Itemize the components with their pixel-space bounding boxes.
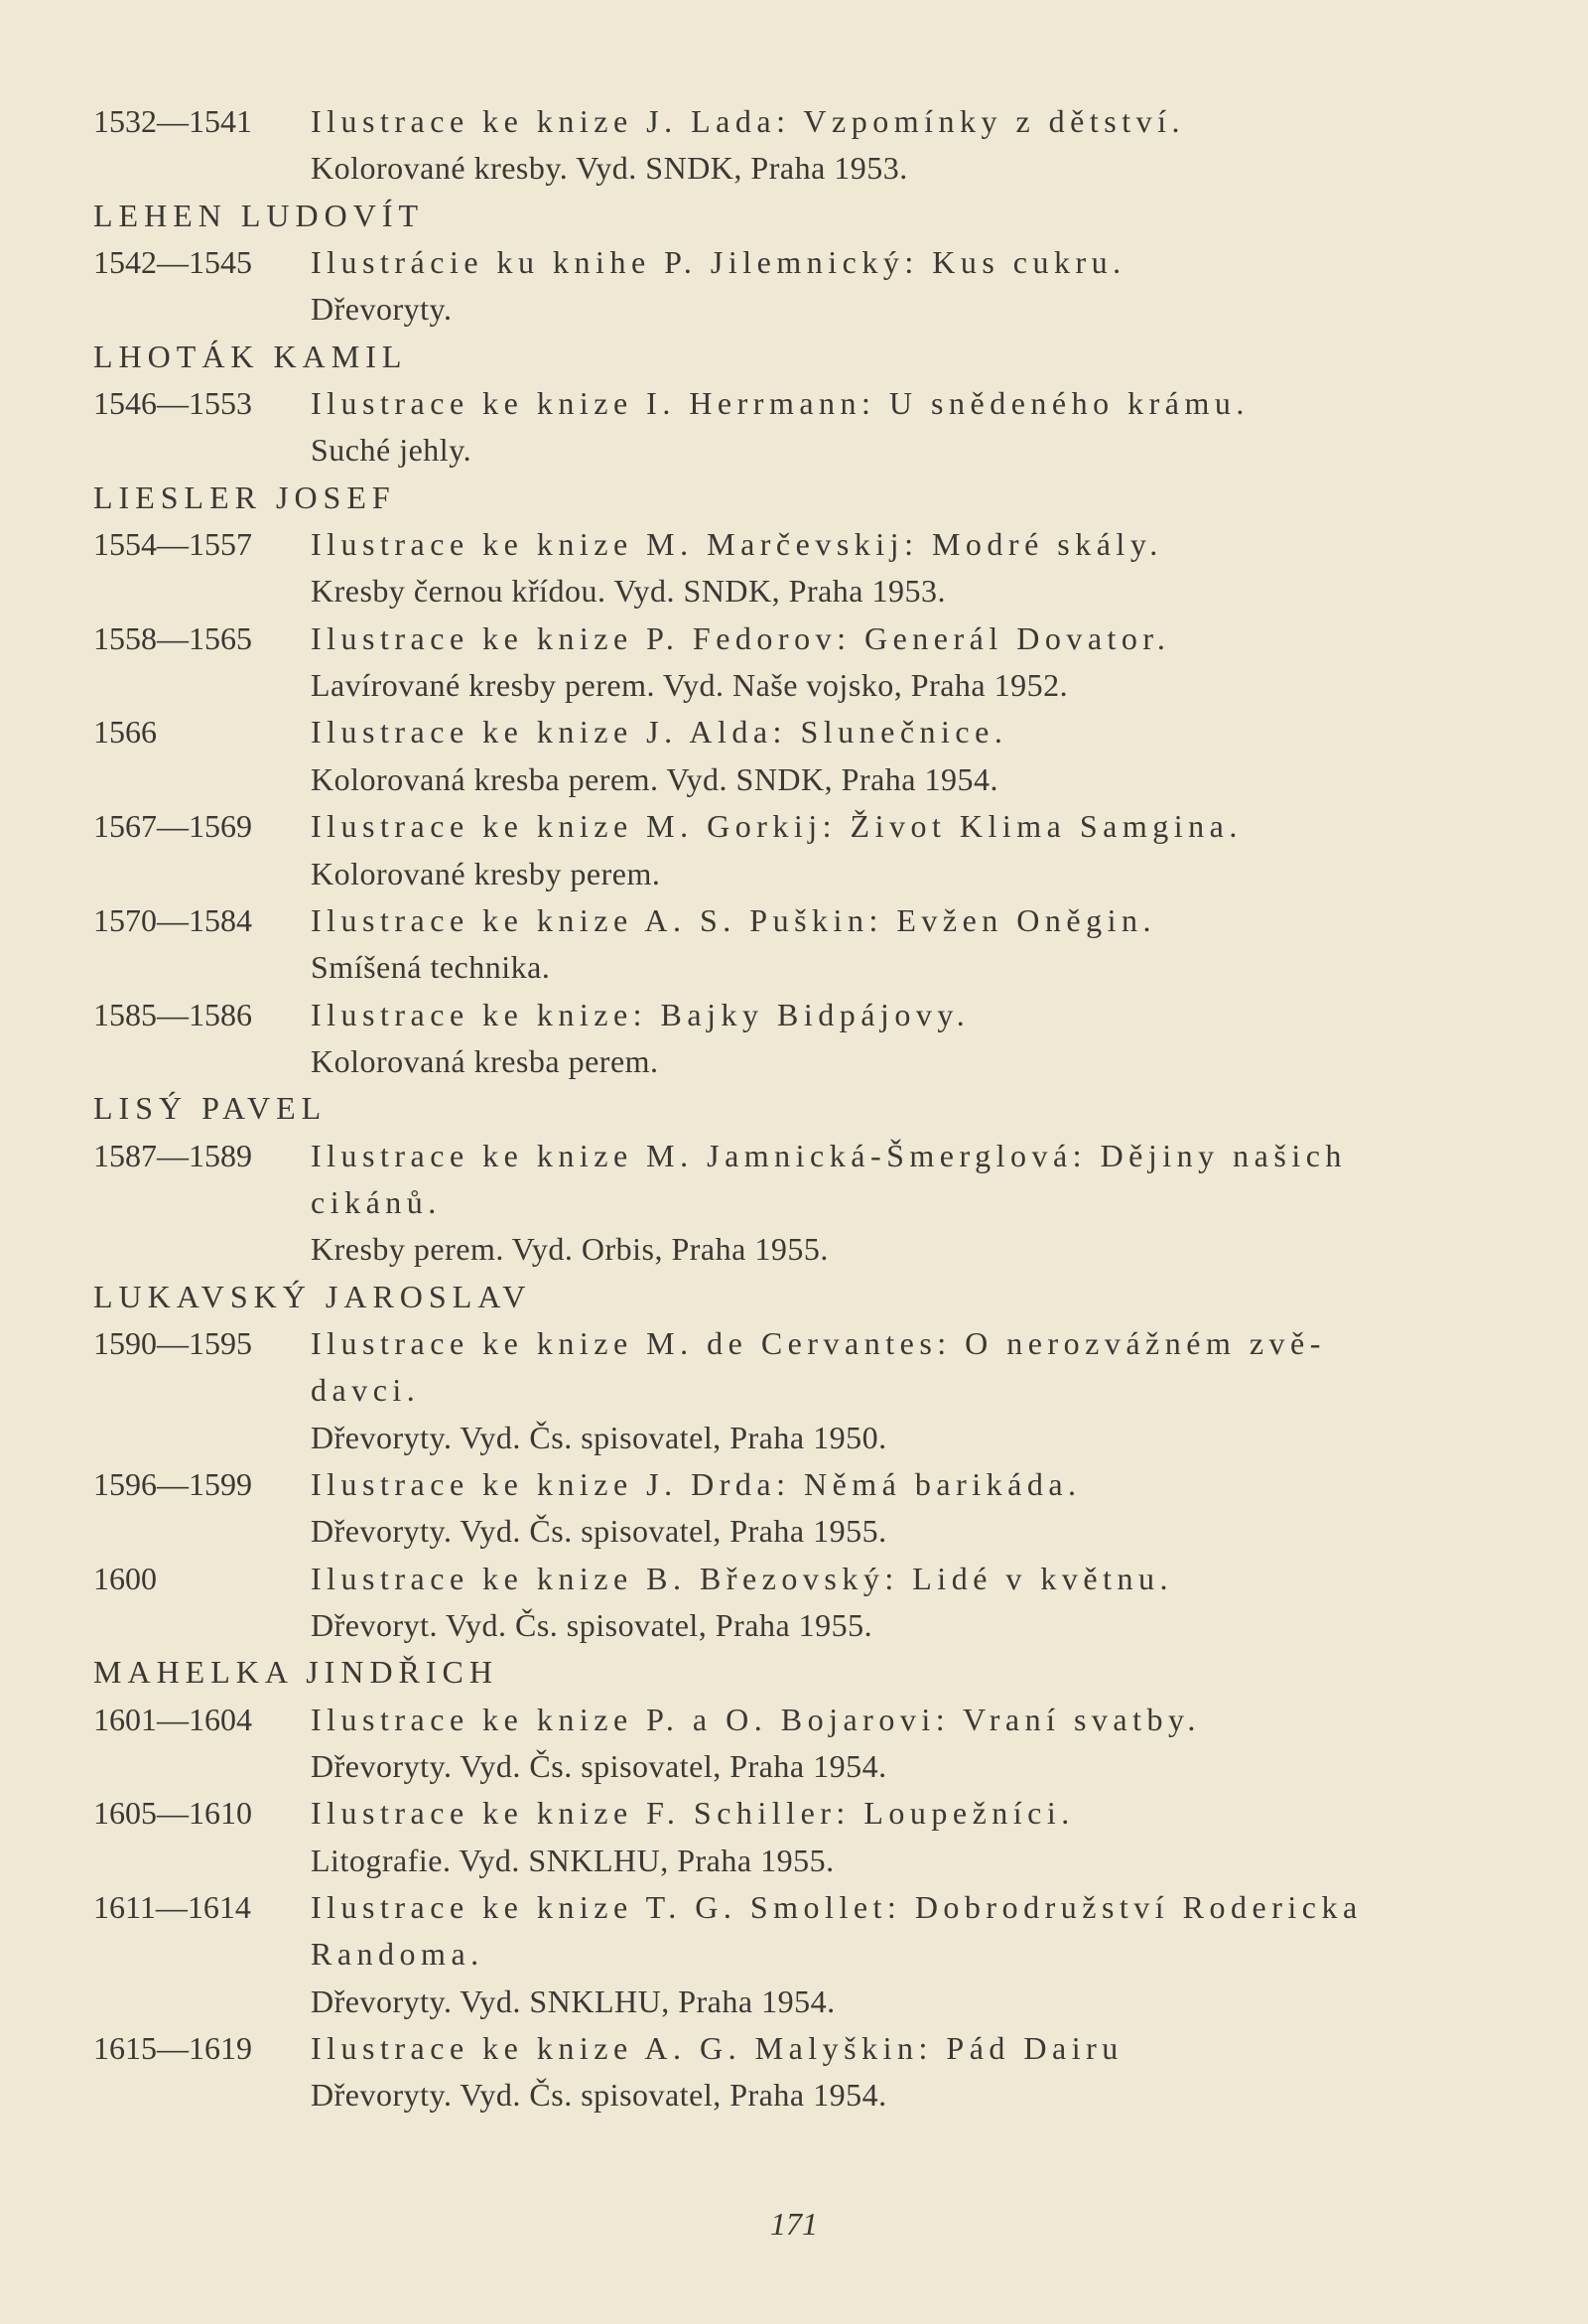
entry-text: Dřevoryt. Vyd. Čs. spisovatel, Praha 1955. bbox=[311, 1607, 873, 1643]
catalog-number: 1567—1569 bbox=[93, 808, 252, 845]
entry-title-line bbox=[0, 1697, 1588, 1743]
entry-title-line bbox=[0, 1133, 1588, 1179]
entry-title-line bbox=[0, 98, 1588, 145]
entry-text: Ilustrace ke knize A. G. Malyškin: Pád Dairu bbox=[311, 2030, 1124, 2067]
entry-title-line bbox=[0, 1790, 1588, 1837]
artist-heading bbox=[0, 1085, 1588, 1132]
catalog-number: 1585—1586 bbox=[93, 996, 252, 1032]
entry-text: Ilustrace ke knize F. Schiller: Loupežníci. bbox=[311, 1795, 1075, 1832]
entry-text: Ilustrace ke knize I. Herrmann: U snědeného krámu. bbox=[311, 385, 1250, 422]
catalog-number: 1558—1565 bbox=[93, 619, 252, 656]
artist-name: LHOTÁK KAMIL bbox=[93, 338, 408, 374]
entry-text: Ilustrace ke knize M. Marčevskij: Modré skály. bbox=[311, 526, 1163, 563]
catalog-number: 1615—1619 bbox=[93, 2030, 252, 2067]
entry-title-line bbox=[0, 1556, 1588, 1602]
entry-text: Dřevoryty. Vyd. Čs. spisovatel, Praha 1950. bbox=[311, 1419, 887, 1455]
artist-name: LEHEN LUDOVÍT bbox=[93, 197, 425, 233]
entry-detail-line bbox=[0, 1979, 1588, 2025]
entry-detail-line bbox=[0, 427, 1588, 474]
entry-text: Kresby perem. Vyd. Orbis, Praha 1955. bbox=[311, 1231, 829, 1268]
catalog-number: 1554—1557 bbox=[93, 526, 252, 563]
entry-text: Ilustrace ke knize J. Alda: Slunečnice. bbox=[311, 714, 1008, 751]
entry-title-line bbox=[0, 239, 1588, 286]
entry-detail-line bbox=[0, 145, 1588, 192]
artist-name: MAHELKA JINDŘICH bbox=[93, 1654, 498, 1691]
entry-title-line bbox=[0, 992, 1588, 1038]
catalog-number: 1546—1553 bbox=[93, 385, 252, 422]
artist-heading bbox=[0, 334, 1588, 380]
entry-text: Ilustrácie ku knihe P. Jilemnický: Kus cukru. bbox=[311, 244, 1126, 281]
artist-heading bbox=[0, 1649, 1588, 1696]
entry-detail-line bbox=[0, 286, 1588, 333]
entry-detail-line bbox=[0, 1602, 1588, 1649]
entry-text: Kolorovaná kresba perem. bbox=[311, 1042, 659, 1079]
catalog-number: 1605—1610 bbox=[93, 1795, 252, 1832]
entry-detail-line bbox=[0, 662, 1588, 709]
catalog-number: 1570—1584 bbox=[93, 901, 252, 938]
entry-title-line bbox=[0, 709, 1588, 755]
entry-title-line bbox=[0, 521, 1588, 568]
entry-text: Dřevoryty. Vyd. SNKLHU, Praha 1954. bbox=[311, 1982, 836, 2019]
artist-name: LUKAVSKÝ JAROSLAV bbox=[93, 1278, 532, 1314]
entry-title-line bbox=[0, 615, 1588, 662]
catalog-entries bbox=[0, 98, 1588, 2119]
entry-title-line bbox=[0, 1461, 1588, 1508]
entry-title-line bbox=[0, 803, 1588, 850]
entry-detail-line bbox=[0, 2072, 1588, 2119]
entry-detail-line bbox=[0, 1838, 1588, 1884]
artist-heading bbox=[0, 475, 1588, 521]
catalog-number: 1532—1541 bbox=[93, 103, 252, 139]
entry-detail-line bbox=[0, 1038, 1588, 1085]
catalog-number: 1601—1604 bbox=[93, 1701, 252, 1737]
entry-text: Dřevoryty. bbox=[311, 291, 453, 328]
entry-text: Ilustrace ke knize A. S. Puškin: Evžen Oněgin. bbox=[311, 901, 1156, 938]
entry-text: Ilustrace ke knize B. Březovský: Lidé v květnu. bbox=[311, 1560, 1173, 1596]
entry-detail-line bbox=[0, 944, 1588, 991]
entry-text: Kolorované kresby. Vyd. SNDK, Praha 1953. bbox=[311, 150, 908, 187]
entry-text: davci. bbox=[311, 1372, 421, 1409]
entry-text: Kolorované kresby perem. bbox=[311, 855, 661, 891]
entry-detail-line bbox=[0, 851, 1588, 897]
catalog-number: 1542—1545 bbox=[93, 244, 252, 281]
catalog-number: 1587—1589 bbox=[93, 1137, 252, 1173]
entry-text: Ilustrace ke knize P. Fedorov: Generál Dovator. bbox=[311, 619, 1171, 656]
entry-text: Dřevoryty. Vyd. Čs. spisovatel, Praha 1954. bbox=[311, 1748, 887, 1785]
entry-text: Ilustrace ke knize M. de Cervantes: O nerozvážném zvě- bbox=[311, 1324, 1326, 1361]
artist-name: LIESLER JOSEF bbox=[93, 478, 396, 515]
catalog-number: 1590—1595 bbox=[93, 1324, 252, 1361]
catalog-number: 1596—1599 bbox=[93, 1465, 252, 1502]
page-number: 171 bbox=[770, 2206, 818, 2242]
entry-detail-line bbox=[0, 1508, 1588, 1555]
entry-title-line bbox=[0, 1931, 1588, 1978]
catalog-number: 1566 bbox=[93, 714, 157, 751]
entry-text: Suché jehly. bbox=[311, 432, 472, 469]
artist-heading bbox=[0, 1274, 1588, 1320]
entry-text: cikánů. bbox=[311, 1183, 442, 1220]
artist-heading bbox=[0, 193, 1588, 239]
entry-title-line bbox=[0, 1320, 1588, 1367]
entry-text: Ilustrace ke knize M. Jamnická-Šmerglová: Dějiny našich bbox=[311, 1137, 1347, 1173]
entry-title-line bbox=[0, 1884, 1588, 1931]
entry-text: Litografie. Vyd. SNKLHU, Praha 1955. bbox=[311, 1842, 835, 1878]
entry-title-line bbox=[0, 1179, 1588, 1226]
entry-text: Ilustrace ke knize J. Drda: Němá barikáda. bbox=[311, 1465, 1082, 1502]
entry-detail-line bbox=[0, 1226, 1588, 1273]
entry-text: Kolorovaná kresba perem. Vyd. SNDK, Praha 1954. bbox=[311, 760, 998, 797]
entry-title-line bbox=[0, 897, 1588, 944]
entry-detail-line bbox=[0, 1743, 1588, 1790]
catalog-number: 1611—1614 bbox=[93, 1889, 251, 1926]
entry-text: Ilustrace ke knize T. G. Smollet: Dobrodružství Rodericka bbox=[311, 1889, 1363, 1926]
entry-text: Dřevoryty. Vyd. Čs. spisovatel, Praha 1954. bbox=[311, 2077, 887, 2114]
entry-text: Ilustrace ke knize M. Gorkij: Život Klima Samgina. bbox=[311, 808, 1243, 845]
artist-name: LISÝ PAVEL bbox=[93, 1090, 328, 1127]
entry-detail-line bbox=[0, 1415, 1588, 1461]
catalog-number: 1600 bbox=[93, 1560, 157, 1596]
entry-text: Dřevoryty. Vyd. Čs. spisovatel, Praha 1955. bbox=[311, 1513, 887, 1550]
entry-title-line bbox=[0, 380, 1588, 427]
entry-text: Ilustrace ke knize: Bajky Bidpájovy. bbox=[311, 996, 971, 1032]
entry-text: Smíšená technika. bbox=[311, 949, 551, 986]
entry-text: Kresby černou křídou. Vyd. SNDK, Praha 1953. bbox=[311, 573, 946, 610]
entry-text: Ilustrace ke knize P. a O. Bojarovi: Vraní svatby. bbox=[311, 1701, 1201, 1737]
entry-detail-line bbox=[0, 568, 1588, 615]
entry-text: Randoma. bbox=[311, 1936, 484, 1973]
entry-detail-line bbox=[0, 756, 1588, 803]
entry-text: Lavírované kresby perem. Vyd. Naše vojsko, Praha 1952. bbox=[311, 667, 1069, 704]
entry-title-line bbox=[0, 2025, 1588, 2072]
entry-title-line bbox=[0, 1367, 1588, 1414]
entry-text: Ilustrace ke knize J. Lada: Vzpomínky z dětství. bbox=[311, 103, 1185, 139]
